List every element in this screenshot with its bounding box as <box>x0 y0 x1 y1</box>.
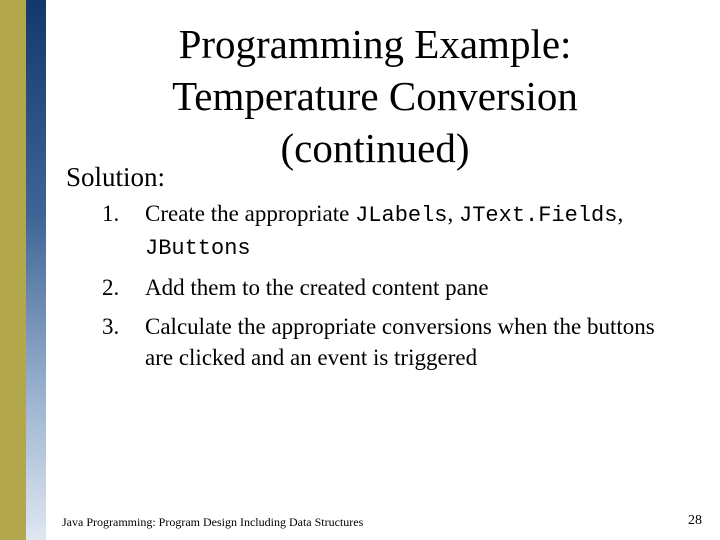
list-item <box>102 272 682 303</box>
left-gradient-bar <box>26 0 46 540</box>
code-term: JButtons <box>145 236 251 261</box>
title-line-3: (continued) <box>280 125 470 171</box>
step-number: 2. <box>102 275 120 300</box>
code-term: JLabels <box>355 203 448 228</box>
step-text: Calculate the appropriate conversions when the buttons are clicked and an event is triggered <box>145 314 655 370</box>
step-text: Add them to the created content pane <box>145 275 489 300</box>
slide-title <box>120 18 630 174</box>
step-text: Create the appropriate <box>145 201 356 226</box>
page-number: 28 <box>688 513 702 528</box>
solution-label: Solution: <box>66 162 166 192</box>
code-term: JText.Fields <box>459 203 618 228</box>
separator: , <box>617 201 624 226</box>
list-item <box>102 198 682 264</box>
footer-text: Java Programming: Program Design Including Data Structures <box>62 515 364 529</box>
left-accent-bar <box>0 0 26 540</box>
title-line-2: Temperature Conversion <box>172 73 578 119</box>
steps-list <box>102 198 682 381</box>
step-number: 3. <box>102 314 120 339</box>
title-line-1: Programming Example: <box>178 21 572 67</box>
step-number: 1. <box>102 201 120 226</box>
separator: , <box>447 201 460 226</box>
list-item <box>102 311 682 373</box>
